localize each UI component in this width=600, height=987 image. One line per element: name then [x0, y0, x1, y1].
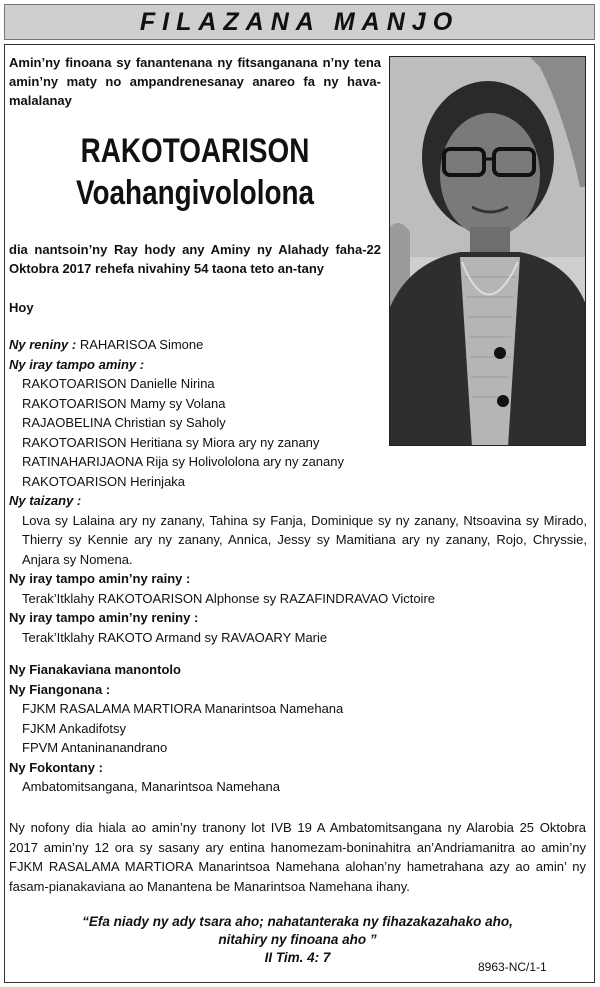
church-label: Ny Fiangonana :: [9, 681, 111, 697]
scripture-quote: [9, 913, 586, 967]
mother-line: [9, 335, 587, 355]
family-list: [9, 335, 587, 797]
nephews-label: Ny taizany :: [9, 493, 82, 508]
header-banner: [4, 4, 595, 40]
death-notice: dia nantsoin’ny Ray hody any Aminy ny Alahady faha-22 Oktobra 2017 rehefa nivahiny 54 taona teto an-tany: [9, 242, 381, 276]
intro-text: Amin’ny finoana sy fanantenana ny fitsanganana n’ny tena amin’ny maty no ampandrenesanay anareo fa ny hava-malalanay: [9, 55, 381, 108]
mother-siblings-label: Ny iray tampo amin’ny reniny :: [9, 610, 199, 625]
mother-label: Ny reniny :: [9, 337, 77, 352]
fokontany-label: Ny Fokontany :: [9, 759, 103, 775]
deceased-name: [9, 130, 381, 214]
list-item: RAKOTOARISON Danielle Nirina: [22, 376, 215, 391]
siblings-label: Ny iray tampo aminy :: [9, 356, 145, 372]
relatives-label: Ny Fianakaviana manontolo: [9, 662, 181, 677]
quote-line-1: “Efa niady ny ady tsara aho; nahatanteraka ny fihazakazahako aho,: [82, 914, 513, 929]
banner-title: FILAZANA MANJO: [139, 7, 460, 36]
father-siblings-value: Terak’Itklahy RAKOTOARISON Alphonse sy RAZAFINDRAVAO Victoire: [22, 590, 435, 606]
funeral-details: Ny nofony dia hiala ao amin’ny tranony lot IVB 19 A Ambatomitsangana ny Alarobia 25 Oktobra 2017 amin’ny 12 ora sy sasany ary entina hanomezam-boninahitra an’Andriamanitra ao amin’ny FJKM RASALAMA MARTIORA Manarintsoa Namehana alohan’ny hametrahana azy ao amin’ ny fasam-pianakaviana ao Manantena be Manarintsoa Namehana ihany.: [9, 820, 586, 894]
mother-siblings-value: Terak’Itklahy RAKOTO Armand sy RAVAOARY Marie: [22, 629, 328, 645]
list-item: RATINAHARIJAONA Rija sy Holivololona ary ny zanany: [22, 454, 344, 469]
list-item: RAKOTOARISON Heritiana sy Miora ary ny zanany: [22, 434, 320, 450]
hoy-label: Hoy: [9, 300, 34, 315]
fokontany-value: Ambatomitsangana, Manarintsoa Namehana: [22, 779, 280, 794]
deceased-surname: RAKOTOARISON: [80, 132, 310, 170]
list-item: RAKOTOARISON Herinjaka: [22, 473, 186, 489]
list-item: FJKM Ankadifotsy: [22, 720, 127, 736]
list-item: FJKM RASALAMA MARTIORA Manarintsoa Namehana: [22, 701, 344, 716]
mother-value: RAHARISOA Simone: [79, 337, 204, 352]
list-item: RAJAOBELINA Christian sy Saholy: [22, 415, 226, 430]
reference-code: 8963-NC/1-1: [478, 960, 547, 974]
spacer: [9, 647, 587, 660]
deceased-given-name: Voahangivololona: [75, 174, 315, 212]
list-item: FPVM Antaninanandrano: [22, 740, 168, 755]
quote-source: II Tim. 4: 7: [264, 950, 331, 965]
list-item: RAKOTOARISON Mamy sy Volana: [22, 395, 226, 411]
quote-line-2: nitahiry ny finoana aho ”: [218, 932, 377, 947]
nephews-text: Lova sy Lalaina ary ny zanany, Tahina sy Fanja, Dominique sy ny zanany, Ntsoavina sy Mirado, Thierry sy Kennie ary ny zanany, Annica, Jessy sy Mamitiana ary ny zanany, Rojo, Chryssie, Anjara sy Nomena.: [22, 512, 587, 567]
father-siblings-label: Ny iray tampo amin’ny rainy :: [9, 571, 191, 586]
